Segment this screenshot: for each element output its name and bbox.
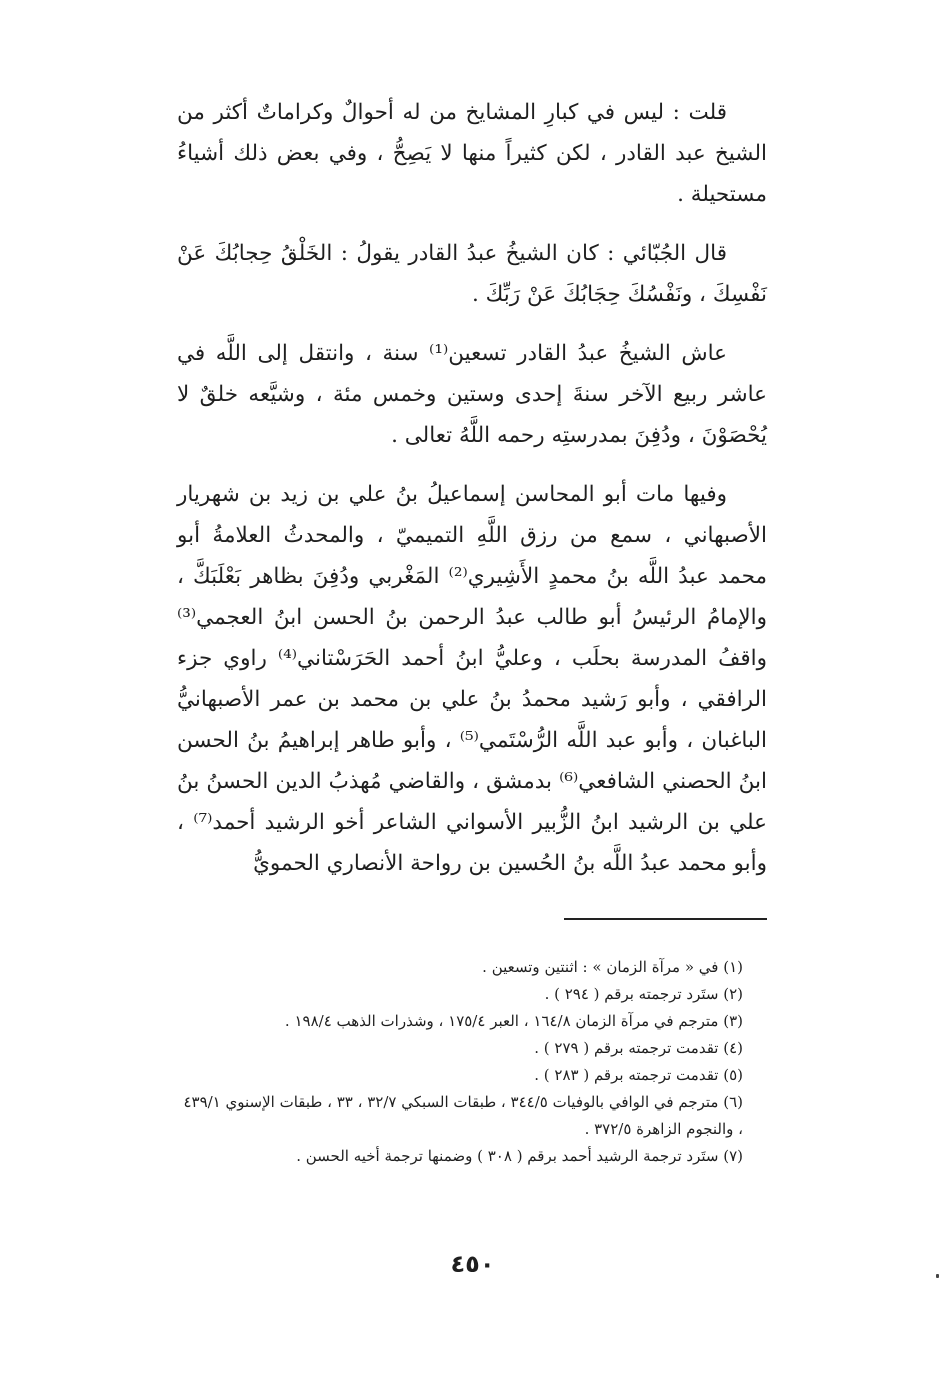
page-number: ٤٥٠ — [450, 1250, 495, 1278]
paragraph: قال الجُبّائي : كان الشيخُ عبدُ القادر يقولُ : الخَلْقُ حِجابُكَ عَنْ نَفْسِكَ ، ونَفْسُكَ حِجَابُكَ عَنْ رَبِّكَ . — [177, 241, 767, 307]
paragraph: عاش الشيخُ عبدُ القادر تسعين⁽¹⁾ سنة ، وانتقل إلى اللَّه في عاشر ربيع الآخر سنةَ إحدى وستين وخمس مئة ، وشيَّعه خلقٌ لا يُحْصَوْنَ ، ودُفِنَ بمدرستِه رحمه اللَّهُ تعالى . — [177, 341, 767, 448]
footnote: (٢) ستَرد ترجمته برقم ( ٢٩٤ ) . — [544, 985, 743, 1003]
main-text — [177, 92, 767, 902]
paragraph: وفيها مات أبو المحاسن إسماعيلُ بنُ علي بن زيد بن شهريار الأصبهاني ، سمع من رزق اللَّهِ التميميّ ، والمحدثُ العلامةُ أبو محمد عبدُ اللَّه بنُ محمدٍ الأَشِيري⁽²⁾ المَغْربي ودُفِنَ بظاهر بَعْلَبَكَّ ، والإمامُ الرئيسُ أبو طالب عبدُ الرحمن بنُ الحسن ابنُ العجمي⁽³⁾ واقفُ المدرسة بحلَب ، وعليُّ ابنُ أحمد الحَرَسْتاني⁽⁴⁾ راوي جزء الرافقي ، وأبو رَشيد محمدُ بنُ علي بن محمد بن عمر الأصبهانيُّ الباغبان ، وأبو عبد اللَّه الرُّسْتَمي⁽⁵⁾ ، وأبو طاهر إبراهيمُ بنُ الحسن ابنُ الحصني الشافعي⁽⁶⁾ بدمشق ، والقاضي مُهذبُ الدين الحسنُ بنُ علي بن الرشيد ابنُ الزُّبير الأسواني الشاعر أخو الرشيد أحمد⁽⁷⁾ ، وأبو محمد عبدُ اللَّه بنُ الحُسين بن رواحة الأنصاري الحمويُّ — [177, 482, 767, 876]
footnote: (٤) تقدمت ترجمته برقم ( ٢٧٩ ) . — [534, 1039, 743, 1057]
scan-speck — [936, 1274, 939, 1278]
footnotes — [175, 954, 767, 1170]
footnote-separator — [564, 918, 767, 920]
paragraph: قلت : ليس في كبارِ المشايخ من له أحوالٌ وكراماتٌ أكثر من الشيخ عبد القادر ، لكن كثيراً منها لا يَصِحُّ ، وفي بعض ذلك أشياءُ مستحيلة . — [177, 100, 767, 207]
footnote: (٦) مترجم في الوافي بالوفيات ٣٤٤/٥ ، طبقات السبكي ٣٢/٧ ، ٣٣ ، طبقات الإسنوي ٤٣٩/١ ، والنجوم الزاهرة ٣٧٢/٥ . — [183, 1093, 743, 1138]
footnote: (٥) تقدمت ترجمته برقم ( ٢٨٣ ) . — [534, 1066, 743, 1084]
footnote: (٣) مترجم في مرآة الزمان ١٦٤/٨ ، العبر ١٧٥/٤ ، وشذرات الذهب ١٩٨/٤ . — [284, 1012, 743, 1030]
footnote: (١) في « مرآة الزمان » : اثنتين وتسعين . — [482, 958, 743, 976]
footnote: (٧) ستَرد ترجمة الرشيد أحمد برقم ( ٣٠٨ ) وضمنها ترجمة أخيه الحسن . — [296, 1147, 743, 1165]
